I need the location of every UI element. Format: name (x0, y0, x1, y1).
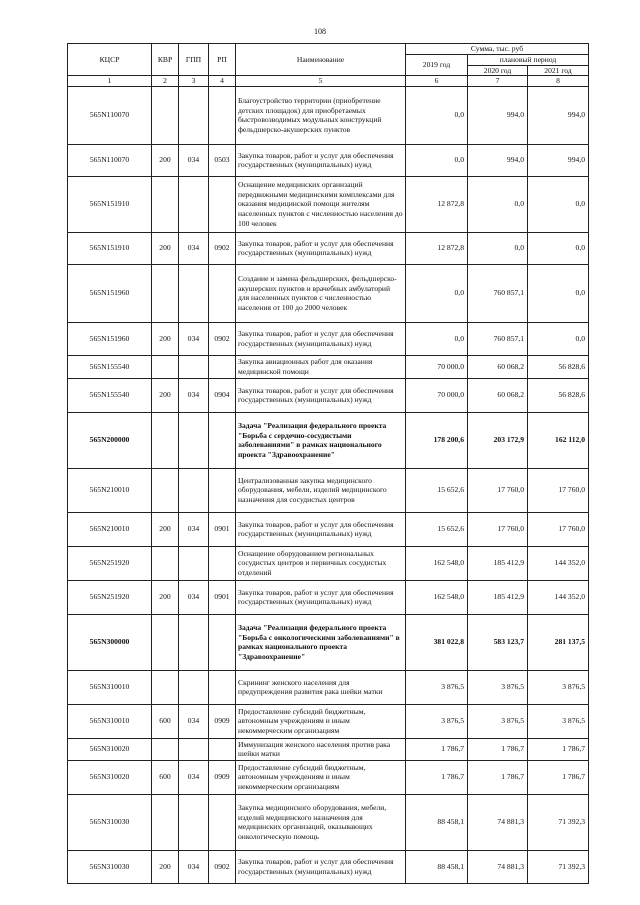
amount-2019-cell: 15 652,6 (406, 468, 468, 512)
kcsr-cell: 565N310020 (68, 738, 152, 760)
table-body (68, 86, 589, 883)
amount-2021-cell: 0,0 (528, 176, 589, 232)
rp-cell: 0902 (209, 232, 236, 264)
amount-2020-cell: 3 876,5 (468, 670, 528, 704)
kcsr-cell: 565N251920 (68, 546, 152, 580)
amount-2019-cell: 162 548,0 (406, 546, 468, 580)
name-cell: Закупка товаров, работ и услуг для обеспечения государственных (муниципальных) нужд (236, 850, 406, 883)
name-cell: Создание и замена фельдшерских, фельдшерско-акушерских пунктов и врачебных амбулаторий для населенных пунктов с численностью населения от 100 до 2000 человек (236, 264, 406, 322)
gpp-cell: 034 (179, 512, 209, 546)
amount-2021-cell: 144 352,0 (528, 546, 589, 580)
rp-cell: 0904 (209, 378, 236, 412)
table-row (68, 412, 589, 468)
kvr-cell (152, 176, 179, 232)
amount-2021-cell: 71 392,3 (528, 794, 589, 850)
gpp-cell (179, 264, 209, 322)
amount-2019-cell: 0,0 (406, 264, 468, 322)
col-header-name: Наименование (236, 44, 406, 76)
amount-2019-cell: 0,0 (406, 144, 468, 176)
kvr-cell (152, 355, 179, 378)
amount-2020-cell: 185 412,9 (468, 546, 528, 580)
gpp-cell (179, 412, 209, 468)
amount-2021-cell: 1 786,7 (528, 738, 589, 760)
amount-2020-cell: 3 876,5 (468, 704, 528, 738)
kcsr-cell: 565N151960 (68, 322, 152, 355)
amount-2021-cell: 3 876,5 (528, 670, 589, 704)
table-row (68, 86, 589, 144)
kvr-cell (152, 468, 179, 512)
amount-2020-cell: 0,0 (468, 176, 528, 232)
kvr-cell: 600 (152, 704, 179, 738)
table-row (68, 794, 589, 850)
table-row (68, 468, 589, 512)
amount-2021-cell: 994,0 (528, 86, 589, 144)
name-cell: Закупка товаров, работ и услуг для обеспечения государственных (муниципальных) нужд (236, 512, 406, 546)
amount-2020-cell: 583 123,7 (468, 614, 528, 670)
kcsr-cell: 565N151910 (68, 176, 152, 232)
kcsr-cell: 565N151960 (68, 264, 152, 322)
name-cell: Закупка авиационных работ для оказания медицинской помощи (236, 355, 406, 378)
col-header-gpp: ГПП (179, 44, 209, 76)
gpp-cell (179, 670, 209, 704)
kvr-cell (152, 546, 179, 580)
kvr-cell: 200 (152, 322, 179, 355)
page-number: 108 (314, 27, 326, 36)
rp-cell (209, 614, 236, 670)
kvr-cell: 200 (152, 232, 179, 264)
kvr-cell: 200 (152, 144, 179, 176)
name-cell: Задача "Реализация федерального проекта "Борьба с сердечно-сосудистыми заболеваниями" в рамках национального проекта "Здравоохранение" (236, 412, 406, 468)
gpp-cell: 034 (179, 580, 209, 614)
kcsr-cell: 565N210010 (68, 512, 152, 546)
gpp-cell (179, 614, 209, 670)
column-number: 5 (236, 76, 406, 87)
name-cell: Задача "Реализация федерального проекта "Борьба с онкологическими заболеваниями" в рамках национального проекта "Здравоохранение" (236, 614, 406, 670)
gpp-cell: 034 (179, 322, 209, 355)
kvr-cell: 600 (152, 760, 179, 794)
name-cell: Закупка товаров, работ и услуг для обеспечения государственных (муниципальных) нужд (236, 378, 406, 412)
column-number-row (68, 76, 589, 87)
kvr-cell: 200 (152, 580, 179, 614)
kvr-cell (152, 738, 179, 760)
column-number: 1 (68, 76, 152, 87)
amount-2020-cell: 74 881,3 (468, 794, 528, 850)
amount-2020-cell: 1 786,7 (468, 760, 528, 794)
kcsr-cell: 565N151910 (68, 232, 152, 264)
amount-2019-cell: 381 022,8 (406, 614, 468, 670)
name-cell: Предоставление субсидий бюджетным, автономным учреждениям и иным некоммерческим организациям (236, 760, 406, 794)
kcsr-cell: 565N310030 (68, 794, 152, 850)
amount-2020-cell: 760 857,1 (468, 264, 528, 322)
table-row (68, 546, 589, 580)
kcsr-cell: 565N200000 (68, 412, 152, 468)
name-cell: Централизованная закупка медицинского оборудования, мебели, изделий медицинского назначения для сосудистых центров (236, 468, 406, 512)
gpp-cell (179, 794, 209, 850)
amount-2020-cell: 17 760,0 (468, 468, 528, 512)
amount-2019-cell: 70 000,0 (406, 355, 468, 378)
amount-2019-cell: 162 548,0 (406, 580, 468, 614)
amount-2020-cell: 994,0 (468, 86, 528, 144)
col-header-2021: 2021 год (528, 65, 589, 76)
table-row (68, 670, 589, 704)
kvr-cell (152, 86, 179, 144)
name-cell: Скрининг женского населения для предупреждения развития рака шейки матки (236, 670, 406, 704)
table-row (68, 144, 589, 176)
table-row (68, 580, 589, 614)
kcsr-cell: 565N310010 (68, 704, 152, 738)
name-cell: Закупка товаров, работ и услуг для обеспечения государственных (муниципальных) нужд (236, 580, 406, 614)
rp-cell: 0901 (209, 580, 236, 614)
amount-2020-cell: 17 760,0 (468, 512, 528, 546)
table-row (68, 614, 589, 670)
amount-2019-cell: 88 458,1 (406, 794, 468, 850)
name-cell: Иммунизация женского населения против рака шейки матки (236, 738, 406, 760)
kcsr-cell: 565N300000 (68, 614, 152, 670)
gpp-cell (179, 86, 209, 144)
amount-2019-cell: 0,0 (406, 86, 468, 144)
kcsr-cell: 565N210010 (68, 468, 152, 512)
table-row (68, 355, 589, 378)
table-row (68, 760, 589, 794)
name-cell: Оснащение медицинских организаций передвижными медицинскими комплексами для оказания медицинской помощи жителям населенных пунктов с численностью населения до 100 человек (236, 176, 406, 232)
amount-2019-cell: 1 786,7 (406, 760, 468, 794)
kcsr-cell: 565N155540 (68, 378, 152, 412)
rp-cell (209, 794, 236, 850)
amount-2019-cell: 3 876,5 (406, 670, 468, 704)
kcsr-cell: 565N251920 (68, 580, 152, 614)
column-number: 4 (209, 76, 236, 87)
amount-2021-cell: 1 786,7 (528, 760, 589, 794)
kcsr-cell: 565N155540 (68, 355, 152, 378)
kvr-cell (152, 794, 179, 850)
table-row (68, 322, 589, 355)
column-number: 6 (406, 76, 468, 87)
gpp-cell (179, 176, 209, 232)
name-cell: Закупка товаров, работ и услуг для обеспечения государственных (муниципальных) нужд (236, 144, 406, 176)
amount-2019-cell: 12 872,8 (406, 176, 468, 232)
amount-2021-cell: 144 352,0 (528, 580, 589, 614)
rp-cell (209, 546, 236, 580)
kcsr-cell: 565N310010 (68, 670, 152, 704)
amount-2021-cell: 0,0 (528, 232, 589, 264)
amount-2019-cell: 15 652,6 (406, 512, 468, 546)
kvr-cell (152, 614, 179, 670)
gpp-cell: 034 (179, 232, 209, 264)
kcsr-cell: 565N310020 (68, 760, 152, 794)
gpp-cell: 034 (179, 850, 209, 883)
amount-2019-cell: 178 200,6 (406, 412, 468, 468)
kvr-cell (152, 264, 179, 322)
gpp-cell: 034 (179, 704, 209, 738)
amount-2020-cell: 203 172,9 (468, 412, 528, 468)
kvr-cell: 200 (152, 378, 179, 412)
table-row (68, 738, 589, 760)
rp-cell (209, 412, 236, 468)
col-header-2020: 2020 год (468, 65, 528, 76)
amount-2020-cell: 760 857,1 (468, 322, 528, 355)
col-header-kcsr: КЦСР (68, 44, 152, 76)
amount-2021-cell: 56 828,6 (528, 355, 589, 378)
gpp-cell: 034 (179, 378, 209, 412)
gpp-cell (179, 468, 209, 512)
col-header-rp: РП (209, 44, 236, 76)
amount-2020-cell: 60 068,2 (468, 355, 528, 378)
kvr-cell (152, 670, 179, 704)
table-row (68, 232, 589, 264)
amount-2021-cell: 0,0 (528, 264, 589, 322)
budget-table (67, 43, 589, 884)
gpp-cell (179, 738, 209, 760)
rp-cell: 0902 (209, 322, 236, 355)
amount-2020-cell: 74 881,3 (468, 850, 528, 883)
rp-cell (209, 264, 236, 322)
amount-2019-cell: 12 872,8 (406, 232, 468, 264)
column-number: 8 (528, 76, 589, 87)
amount-2019-cell: 0,0 (406, 322, 468, 355)
gpp-cell: 034 (179, 760, 209, 794)
rp-cell: 0902 (209, 850, 236, 883)
rp-cell (209, 176, 236, 232)
rp-cell (209, 670, 236, 704)
rp-cell: 0909 (209, 760, 236, 794)
rp-cell (209, 738, 236, 760)
kvr-cell: 200 (152, 850, 179, 883)
rp-cell: 0909 (209, 704, 236, 738)
table-row (68, 704, 589, 738)
amount-2020-cell: 60 068,2 (468, 378, 528, 412)
amount-2021-cell: 71 392,3 (528, 850, 589, 883)
table-row (68, 264, 589, 322)
amount-2021-cell: 56 828,6 (528, 378, 589, 412)
amount-2021-cell: 17 760,0 (528, 468, 589, 512)
amount-2021-cell: 162 112,0 (528, 412, 589, 468)
gpp-cell: 034 (179, 144, 209, 176)
name-cell: Благоустройство территории (приобретение детских площадок) для приобретаемых быстровозводимых модульных конструкций фельдшерско-акушерских пунктов (236, 86, 406, 144)
amount-2020-cell: 185 412,9 (468, 580, 528, 614)
name-cell: Оснащение оборудованием региональных сосудистых центров и первичных сосудистых отделений (236, 546, 406, 580)
gpp-cell (179, 546, 209, 580)
name-cell: Закупка медицинского оборудования, мебели, изделий медицинского назначения для медицинских организаций, оказывающих онкологическую помощь (236, 794, 406, 850)
gpp-cell (179, 355, 209, 378)
amount-2019-cell: 88 458,1 (406, 850, 468, 883)
col-header-sum: Сумма, тыс. руб (406, 44, 589, 55)
col-header-plan-period: плановый период (468, 55, 589, 66)
footer-scan-artifact (80, 898, 500, 904)
kcsr-cell: 565N310030 (68, 850, 152, 883)
amount-2019-cell: 1 786,7 (406, 738, 468, 760)
name-cell: Предоставление субсидий бюджетным, автономным учреждениям и иным некоммерческим организациям (236, 704, 406, 738)
col-header-kvr: КВР (152, 44, 179, 76)
amount-2019-cell: 3 876,5 (406, 704, 468, 738)
name-cell: Закупка товаров, работ и услуг для обеспечения государственных (муниципальных) нужд (236, 232, 406, 264)
amount-2020-cell: 994,0 (468, 144, 528, 176)
amount-2021-cell: 994,0 (528, 144, 589, 176)
rp-cell: 0901 (209, 512, 236, 546)
rp-cell (209, 468, 236, 512)
amount-2019-cell: 70 000,0 (406, 378, 468, 412)
amount-2020-cell: 0,0 (468, 232, 528, 264)
kcsr-cell: 565N110070 (68, 144, 152, 176)
name-cell: Закупка товаров, работ и услуг для обеспечения государственных (муниципальных) нужд (236, 322, 406, 355)
rp-cell (209, 86, 236, 144)
table-row (68, 176, 589, 232)
table-row (68, 512, 589, 546)
column-number: 3 (179, 76, 209, 87)
column-number: 2 (152, 76, 179, 87)
col-header-2019: 2019 год (406, 55, 468, 76)
kcsr-cell: 565N110070 (68, 86, 152, 144)
rp-cell: 0503 (209, 144, 236, 176)
table-row (68, 378, 589, 412)
table-row (68, 850, 589, 883)
column-number: 7 (468, 76, 528, 87)
amount-2020-cell: 1 786,7 (468, 738, 528, 760)
amount-2021-cell: 281 137,5 (528, 614, 589, 670)
kvr-cell (152, 412, 179, 468)
amount-2021-cell: 3 876,5 (528, 704, 589, 738)
kvr-cell: 200 (152, 512, 179, 546)
amount-2021-cell: 0,0 (528, 322, 589, 355)
rp-cell (209, 355, 236, 378)
amount-2021-cell: 17 760,0 (528, 512, 589, 546)
